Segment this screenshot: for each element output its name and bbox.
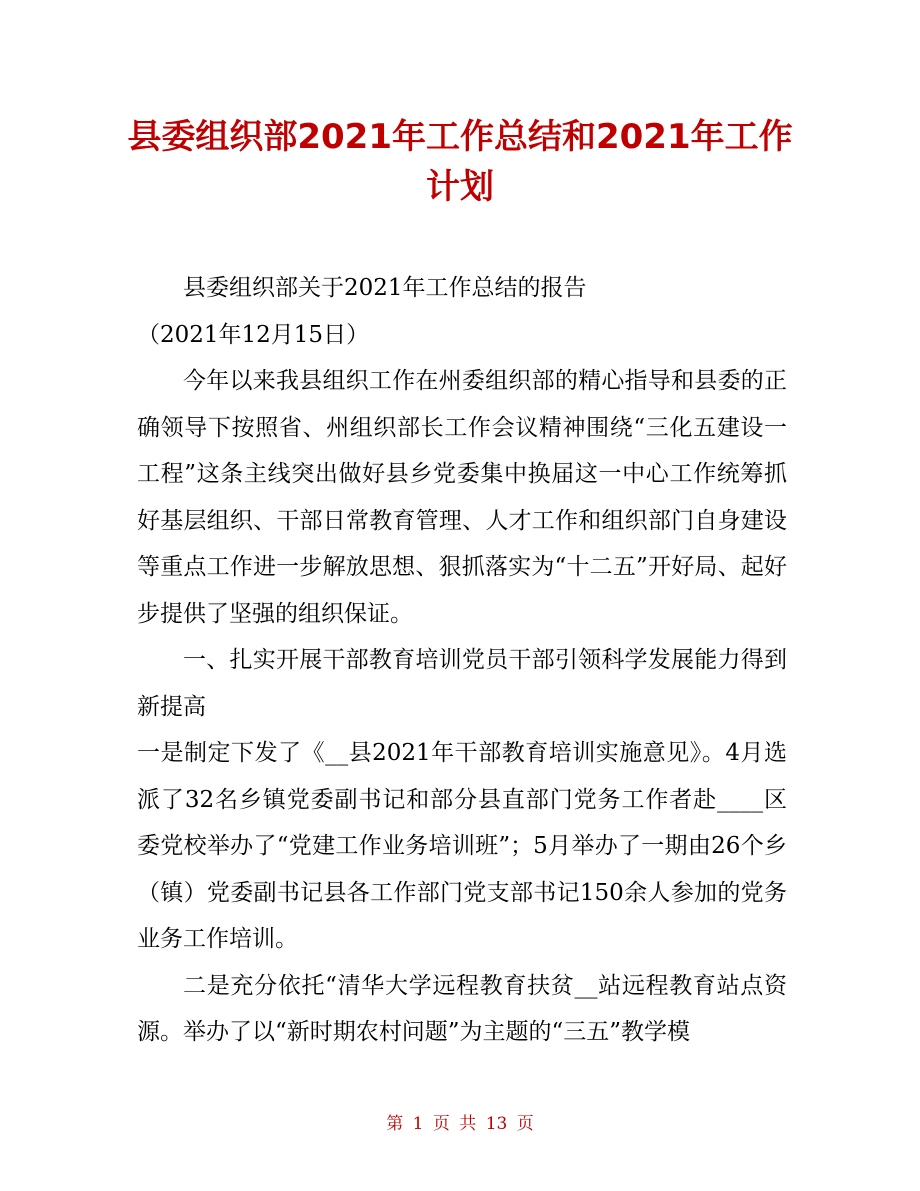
- section-heading: 一、扎实开展干部教育培训党员干部引领科学发展能力得到新提高: [137, 647, 787, 720]
- report-date: （2021年12月15日）: [137, 321, 370, 348]
- body-paragraph: 二是充分依托“清华大学远程教育扶贫__站远程教育站点资源。举办了以“新时期农村问题”为主题的“三五”教学模: [137, 972, 787, 1045]
- document-body: [137, 265, 787, 1056]
- body-paragraph: 今年以来我县组织工作在州委组织部的精心指导和县委的正确领导下按照省、州组织部长工作会议精神围绕“三化五建设一工程”这条主线突出做好县乡党委集中换届这一中心工作统筹抓好基层组织、干部日常教育管理、人才工作和组织部门自身建设等重点工作进一步解放思想、狠抓落实为“十二五”开好局、起好步提供了坚强的组织保证。: [137, 368, 787, 627]
- page-footer: 第 1 页 共 13 页: [386, 1114, 534, 1134]
- body-paragraph: 一是制定下发了《__县2021年干部教育培训实施意见》。4月选派了32名乡镇党委副书记和部分县直部门党务工作者赴____区委党校举办了“党建工作业务培训班”；5月举办了一期由26个乡（镇）党委副书记县各工作部门党支部书记150余人参加的党务业务工作培训。: [137, 740, 787, 952]
- report-heading: 县委组织部关于2021年工作总结的报告: [183, 275, 587, 301]
- document-title: 县委组织部2021年工作总结和2021年工作计划: [127, 117, 793, 207]
